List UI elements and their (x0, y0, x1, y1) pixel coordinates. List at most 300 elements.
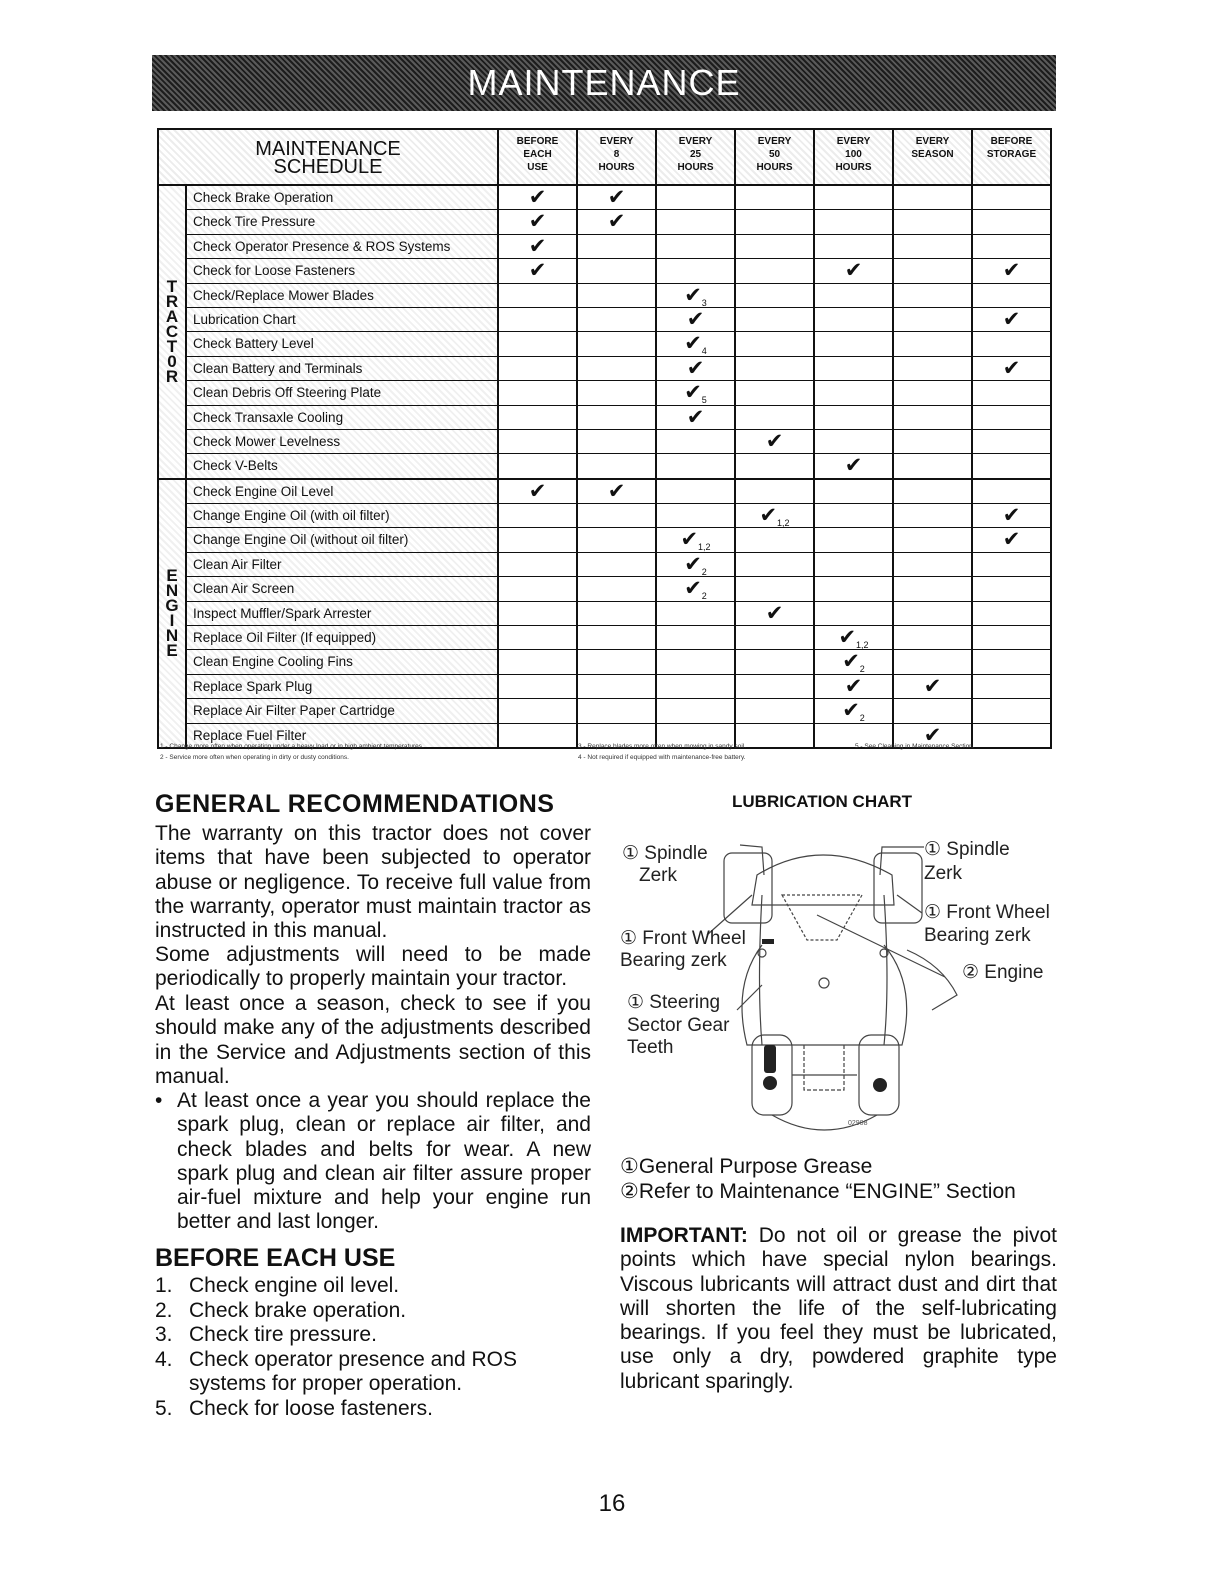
schedule-cell (971, 332, 1050, 355)
schedule-cell (576, 699, 655, 722)
schedule-cell (971, 259, 1050, 282)
general-bullet-text: At least once a year you should replace the spark plug, clean or replace air filter, and check blades and belts for wear. A new spark plug and clean air filter assure proper air-fuel mixture and help your engine run better and last longer. (177, 1089, 591, 1234)
general-paragraph-2: Some adjustments will need to be made periodically to properly maintain your tractor. (155, 943, 591, 991)
schedule-cell (813, 553, 892, 576)
schedule-cell (497, 357, 576, 380)
schedule-cell (892, 577, 971, 600)
schedule-cell (971, 186, 1050, 209)
check-mark-icon: ✔ (1002, 306, 1021, 331)
check-mark-icon: ✔ (607, 209, 626, 234)
schedule-cell (734, 504, 813, 527)
schedule-cell (971, 454, 1050, 477)
schedule-column-header: EVERY SEASON (892, 130, 971, 184)
schedule-cell (892, 504, 971, 527)
schedule-cell (734, 553, 813, 576)
schedule-cell (813, 602, 892, 625)
page-number: 16 (598, 1490, 626, 1517)
schedule-cell (813, 430, 892, 453)
schedule-cell (497, 284, 576, 307)
list-text: Check for loose fasteners. (189, 1396, 433, 1420)
check-mark-icon: ✔ (759, 503, 778, 528)
schedule-cell (971, 650, 1050, 673)
footnote-ref: 2 (701, 566, 707, 577)
label-steering-teeth: Teeth (627, 1037, 674, 1058)
list-item (155, 1348, 569, 1397)
schedule-task: Clean Engine Cooling Fins (187, 650, 497, 673)
footnote-5: 5 - See Cleaning in Maintenance Section. (855, 743, 975, 750)
schedule-cell (734, 259, 813, 282)
schedule-row (187, 577, 1050, 601)
lubrication-diagram (612, 835, 1072, 1135)
schedule-cell (892, 186, 971, 209)
schedule-row (187, 602, 1050, 626)
schedule-cell (576, 284, 655, 307)
schedule-cell (576, 553, 655, 576)
schedule-cell (892, 602, 971, 625)
section-letter: I (169, 611, 175, 631)
schedule-task: Lubrication Chart (187, 308, 497, 331)
schedule-cell (971, 602, 1050, 625)
schedule-cell (892, 381, 971, 404)
schedule-cell (734, 284, 813, 307)
schedule-cell (576, 406, 655, 429)
check-mark-icon: ✔ (686, 306, 705, 331)
general-bullet (155, 1089, 591, 1235)
lubrication-chart-heading: LUBRICATION CHART (732, 792, 913, 811)
schedule-cell (734, 406, 813, 429)
label-front-wheel-left-zerk: Bearing zerk (620, 950, 727, 971)
footnote-ref: 2 (859, 664, 865, 675)
schedule-task: Check V-Belts (187, 454, 497, 477)
schedule-cell (813, 675, 892, 698)
schedule-cell (892, 357, 971, 380)
schedule-cell (734, 650, 813, 673)
schedule-cell (497, 210, 576, 233)
check-mark-icon: ✔ (684, 331, 702, 356)
schedule-cell (734, 602, 813, 625)
schedule-row (187, 406, 1050, 430)
schedule-cell (971, 724, 1050, 747)
schedule-task: Change Engine Oil (with oil filter) (187, 504, 497, 527)
schedule-cell (813, 577, 892, 600)
check-mark-icon: ✔ (1002, 503, 1021, 528)
schedule-row (187, 332, 1050, 356)
footnote-ref: 1,2 (856, 640, 869, 651)
check-mark-icon: ✔ (684, 282, 702, 307)
schedule-cell (892, 626, 971, 649)
schedule-cell (734, 381, 813, 404)
schedule-column-header: BEFORE EACH USE (497, 130, 576, 184)
schedule-cell (576, 235, 655, 258)
schedule-cell (734, 675, 813, 698)
schedule-cell (655, 430, 734, 453)
check-mark-icon: ✔ (765, 428, 784, 453)
schedule-column-header: EVERY 25 HOURS (655, 130, 734, 184)
schedule-cell (655, 626, 734, 649)
schedule-cell (497, 650, 576, 673)
schedule-cell (971, 284, 1050, 307)
schedule-cell (813, 626, 892, 649)
schedule-cell (497, 454, 576, 477)
schedule-title (159, 130, 497, 184)
schedule-cell (971, 480, 1050, 503)
schedule-cell (655, 381, 734, 404)
schedule-cell (576, 528, 655, 551)
schedule-task: Check Tire Pressure (187, 210, 497, 233)
schedule-task: Inspect Muffler/Spark Arrester (187, 602, 497, 625)
schedule-cell (497, 602, 576, 625)
schedule-cell (734, 235, 813, 258)
section-letter: R (165, 367, 179, 387)
list-item (155, 1299, 569, 1324)
schedule-title-line2: SCHEDULE (273, 156, 383, 178)
schedule-cell (892, 553, 971, 576)
section-letter: N (165, 581, 179, 601)
check-mark-icon: ✔ (684, 380, 702, 405)
check-mark-icon: ✔ (1002, 258, 1021, 283)
schedule-cell (971, 675, 1050, 698)
schedule-cell (971, 381, 1050, 404)
schedule-cell (734, 308, 813, 331)
schedule-cell (734, 186, 813, 209)
schedule-task: Check Transaxle Cooling (187, 406, 497, 429)
schedule-task: Clean Battery and Terminals (187, 357, 497, 380)
check-mark-icon: ✔ (684, 551, 702, 576)
schedule-cell (497, 332, 576, 355)
schedule-cell (655, 480, 734, 503)
schedule-cell (576, 480, 655, 503)
schedule-cell (971, 626, 1050, 649)
section-side-label (159, 480, 187, 747)
schedule-cell (813, 454, 892, 477)
schedule-task: Check for Loose Fasteners (187, 259, 497, 282)
schedule-cell (576, 357, 655, 380)
schedule-row (187, 480, 1050, 504)
section-letter: E (166, 641, 178, 661)
schedule-cell (892, 699, 971, 722)
schedule-task: Replace Fuel Filter (187, 724, 497, 747)
list-item (155, 1323, 569, 1348)
schedule-title-line1: MAINTENANCE (255, 138, 401, 160)
schedule-cell (734, 332, 813, 355)
section-letter: T (166, 277, 178, 297)
schedule-cell (813, 406, 892, 429)
schedule-row (187, 210, 1050, 234)
footnote-2: 2 - Service more often when operating in dirty or dusty conditions. (160, 754, 349, 761)
check-mark-icon: ✔ (528, 258, 547, 283)
schedule-cell (892, 480, 971, 503)
schedule-cell (892, 235, 971, 258)
schedule-cell (497, 528, 576, 551)
schedule-cell (497, 308, 576, 331)
schedule-cell (655, 284, 734, 307)
schedule-cell (813, 308, 892, 331)
schedule-cell (497, 577, 576, 600)
schedule-header (159, 130, 1050, 186)
schedule-column-header: EVERY 50 HOURS (734, 130, 813, 184)
schedule-cell (655, 357, 734, 380)
schedule-cell (576, 430, 655, 453)
label-steering-sector-gear: Sector Gear (627, 1015, 730, 1036)
important-text: Do not oil or grease the pivot points which have special nylon bearings. Viscous lubricants will attract dust and dirt that will shorten the life of the self-lubricating bearings. If you feel they must be lubricated, use only a dry, powdered graphite type lubricant sparingly. (620, 1224, 1057, 1393)
check-mark-icon: ✔ (842, 649, 860, 674)
schedule-cell (497, 186, 576, 209)
schedule-cell (813, 504, 892, 527)
schedule-cell (655, 577, 734, 600)
schedule-task: Replace Oil Filter (If equipped) (187, 626, 497, 649)
schedule-cell (971, 430, 1050, 453)
list-number: 3. (155, 1323, 173, 1346)
schedule-row (187, 308, 1050, 332)
list-text: Check engine oil level. (189, 1274, 400, 1297)
check-mark-icon: ✔ (842, 698, 860, 723)
schedule-row (187, 430, 1050, 454)
list-number: 1. (155, 1274, 173, 1297)
schedule-cell (497, 381, 576, 404)
schedule-cell (655, 602, 734, 625)
schedule-cell (813, 528, 892, 551)
schedule-cell (655, 406, 734, 429)
schedule-cell (813, 699, 892, 722)
schedule-cell (497, 504, 576, 527)
schedule-cell (655, 259, 734, 282)
label-spindle-right: ① Spindle (924, 839, 1010, 860)
schedule-cell (813, 480, 892, 503)
schedule-task: Check Mower Levelness (187, 430, 497, 453)
list-number: 4. (155, 1347, 173, 1371)
schedule-cell (734, 699, 813, 722)
schedule-task: Check Battery Level (187, 332, 497, 355)
list-text: Check brake operation. (189, 1298, 407, 1322)
schedule-cell (971, 504, 1050, 527)
schedule-cell (734, 210, 813, 233)
footnote-1: 1 - Change more often when operating under a heavy load or in high ambient temperatures. (160, 743, 424, 750)
list-item (155, 1274, 569, 1299)
footnote-ref: 4 (701, 346, 707, 357)
schedule-cell (497, 724, 576, 747)
label-front-wheel-right-zerk: Bearing zerk (924, 925, 1031, 946)
label-engine: ② Engine (962, 962, 1044, 983)
schedule-cell (734, 626, 813, 649)
footnote-4: 4 - Not required if equipped with maintenance-free battery. (578, 754, 746, 761)
schedule-cell (734, 454, 813, 477)
list-item (155, 1397, 569, 1422)
footnote-ref: 1,2 (698, 542, 711, 553)
footnote-ref: 3 (701, 297, 707, 308)
label-front-wheel-right: ① Front Wheel (924, 902, 1050, 923)
schedule-cell (655, 528, 734, 551)
general-paragraph-1: The warranty on this tractor does not cover items that have been subjected to operator abuse or negligence. To receive full value from the warranty, operator must maintain tractor as instructed in this manual. (155, 822, 591, 943)
schedule-cell (971, 553, 1050, 576)
footnote-3: 3 - Replace blades more often when mowing in sandy soil. (578, 743, 747, 750)
before-each-use-heading: BEFORE EACH USE (155, 1244, 396, 1272)
check-mark-icon: ✔ (844, 258, 863, 283)
schedule-cell (892, 650, 971, 673)
schedule-row (187, 357, 1050, 381)
general-paragraph-3: At least once a season, check to see if you should make any of the adjustments described in the Service and Adjustments section of this manual. (155, 992, 591, 1088)
schedule-cell (576, 332, 655, 355)
schedule-task: Check Engine Oil Level (187, 480, 497, 503)
tractor-section (159, 186, 1050, 480)
schedule-cell (971, 357, 1050, 380)
note-general-purpose-grease: ①General Purpose Grease (620, 1155, 873, 1178)
schedule-cell (813, 357, 892, 380)
schedule-cell (971, 406, 1050, 429)
lubrication-notes (620, 1154, 1016, 1204)
schedule-cell (734, 357, 813, 380)
schedule-row (187, 650, 1050, 674)
check-mark-icon: ✔ (686, 355, 705, 380)
schedule-cell (497, 699, 576, 722)
schedule-cell (497, 406, 576, 429)
schedule-cell (655, 454, 734, 477)
schedule-task: Replace Spark Plug (187, 675, 497, 698)
schedule-cell (655, 235, 734, 258)
check-mark-icon: ✔ (923, 722, 942, 747)
schedule-cell (497, 235, 576, 258)
check-mark-icon: ✔ (528, 478, 547, 503)
check-mark-icon: ✔ (680, 527, 699, 552)
schedule-cell (655, 553, 734, 576)
schedule-cell (576, 186, 655, 209)
banner-title: MAINTENANCE (467, 62, 741, 103)
general-recommendations-heading: GENERAL RECOMMENDATIONS (155, 790, 555, 818)
label-steering: ① Steering (627, 992, 721, 1013)
schedule-cell (497, 553, 576, 576)
schedule-row (187, 626, 1050, 650)
schedule-cell (813, 259, 892, 282)
schedule-cell (734, 577, 813, 600)
schedule-cell (655, 699, 734, 722)
schedule-cell (734, 480, 813, 503)
schedule-cell (892, 454, 971, 477)
schedule-row (187, 284, 1050, 308)
schedule-cell (892, 675, 971, 698)
section-letter: E (166, 566, 178, 586)
footnote-ref: 5 (701, 395, 707, 406)
schedule-task: Clean Air Filter (187, 553, 497, 576)
list-text: Check tire pressure. (189, 1323, 377, 1346)
label-front-wheel-left: ① Front Wheel (620, 928, 746, 949)
schedule-cell (576, 602, 655, 625)
check-mark-icon: ✔ (844, 673, 863, 698)
section-letter: N (165, 626, 179, 646)
schedule-cell (655, 308, 734, 331)
schedule-cell (892, 210, 971, 233)
check-mark-icon: ✔ (765, 600, 784, 625)
schedule-cell (734, 430, 813, 453)
schedule-row (187, 259, 1050, 283)
section-letter: 0 (167, 352, 177, 372)
list-number: 2. (155, 1298, 173, 1322)
schedule-cell (497, 259, 576, 282)
schedule-cell (734, 528, 813, 551)
schedule-cell (576, 650, 655, 673)
schedule-cell (576, 626, 655, 649)
schedule-row (187, 699, 1050, 723)
schedule-task: Clean Debris Off Steering Plate (187, 381, 497, 404)
schedule-cell (892, 528, 971, 551)
schedule-task: Check Brake Operation (187, 186, 497, 209)
schedule-cell (655, 210, 734, 233)
section-letter: T (166, 337, 178, 357)
schedule-task: Change Engine Oil (without oil filter) (187, 528, 497, 551)
schedule-cell (971, 528, 1050, 551)
schedule-task: Check Operator Presence & ROS Systems (187, 235, 497, 258)
schedule-cell (813, 381, 892, 404)
section-letter: R (165, 292, 179, 312)
list-text: Check operator presence and ROS systems for proper operation. (189, 1347, 518, 1395)
schedule-task: Replace Air Filter Paper Cartridge (187, 699, 497, 722)
important-note (620, 1224, 1057, 1394)
schedule-cell (576, 210, 655, 233)
schedule-cell (813, 650, 892, 673)
schedule-column-header: EVERY 100 HOURS (813, 130, 892, 184)
schedule-cell (971, 308, 1050, 331)
check-mark-icon: ✔ (923, 673, 942, 698)
check-mark-icon: ✔ (838, 625, 857, 650)
schedule-cell (576, 454, 655, 477)
schedule-cell (655, 650, 734, 673)
check-mark-icon: ✔ (607, 185, 626, 209)
label-spindle-right-zerk: Zerk (924, 863, 962, 884)
schedule-cell (497, 430, 576, 453)
schedule-cell (813, 332, 892, 355)
section-letter: C (165, 322, 179, 342)
check-mark-icon: ✔ (528, 209, 547, 234)
check-mark-icon: ✔ (844, 453, 863, 478)
schedule-cell (576, 381, 655, 404)
schedule-cell (892, 308, 971, 331)
schedule-cell (813, 210, 892, 233)
schedule-cell (576, 577, 655, 600)
schedule-cell (497, 480, 576, 503)
schedule-cell (655, 675, 734, 698)
check-mark-icon: ✔ (684, 576, 702, 601)
check-mark-icon: ✔ (607, 478, 626, 503)
check-mark-icon: ✔ (528, 233, 547, 258)
schedule-column-header: BEFORE STORAGE (971, 130, 1050, 184)
footnote-ref: 2 (701, 591, 707, 602)
tractor-diagram (612, 835, 1072, 1135)
note-refer-engine: ②Refer to Maintenance “ENGINE” Section (620, 1180, 1016, 1203)
schedule-cell (892, 259, 971, 282)
label-spindle-left: ① Spindle (622, 843, 708, 864)
schedule-column-header: EVERY 8 HOURS (576, 130, 655, 184)
schedule-row (187, 381, 1050, 405)
schedule-cell (813, 284, 892, 307)
schedule-cell (813, 186, 892, 209)
schedule-cell (576, 259, 655, 282)
footnote-ref: 2 (859, 713, 865, 724)
label-spindle-left-zerk: Zerk (639, 865, 677, 886)
schedule-cell (971, 235, 1050, 258)
schedule-row (187, 504, 1050, 528)
page-banner (152, 55, 1056, 111)
schedule-cell (892, 332, 971, 355)
section-letter: G (165, 596, 179, 616)
check-mark-icon: ✔ (1002, 527, 1021, 552)
schedule-cell (892, 430, 971, 453)
schedule-cell (576, 308, 655, 331)
schedule-cell (655, 332, 734, 355)
check-mark-icon: ✔ (528, 185, 547, 209)
section-side-label (159, 186, 187, 478)
bullet-dot: • (155, 1089, 163, 1112)
schedule-task: Check/Replace Mower Blades (187, 284, 497, 307)
schedule-cell (971, 210, 1050, 233)
schedule-row (187, 553, 1050, 577)
